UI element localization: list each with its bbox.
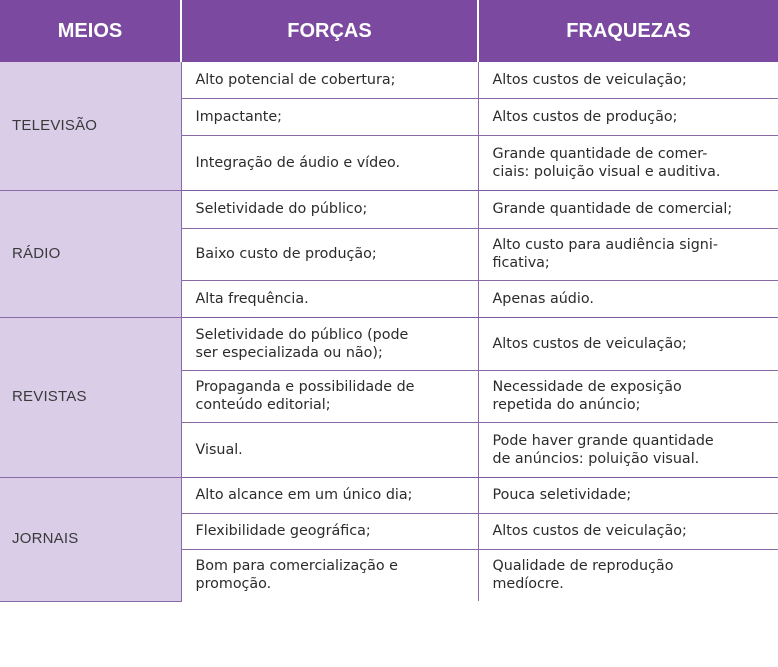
media-cell-televisao: TELEVISÃO: [0, 62, 181, 190]
strength-cell: Propaganda e possibilidade de conteúdo editorial;: [181, 370, 478, 422]
header-forcas: FORÇAS: [181, 0, 478, 62]
strength-cell: Seletividade do público (pode ser especializada ou não);: [181, 317, 478, 370]
weakness-cell: Pouca seletividade;: [478, 477, 778, 513]
strength-cell: Bom para comercialização e promoção.: [181, 549, 478, 601]
strength-cell: Flexibilidade geográfica;: [181, 513, 478, 549]
weakness-cell: Altos custos de produção;: [478, 98, 778, 135]
strength-cell: Alto potencial de cobertura;: [181, 62, 478, 98]
media-cell-jornais: JORNAIS: [0, 477, 181, 601]
strength-cell: Alta frequência.: [181, 280, 478, 317]
strength-cell: Baixo custo de produção;: [181, 228, 478, 280]
weakness-cell: Pode haver grande quantidade de anúncios: poluição visual.: [478, 422, 778, 477]
header-meios: MEIOS: [0, 0, 181, 62]
table-row: [0, 190, 778, 228]
weakness-cell: Grande quantidade de comercial;: [478, 190, 778, 228]
strength-cell: Alto alcance em um único dia;: [181, 477, 478, 513]
weakness-cell: Apenas aúdio.: [478, 280, 778, 317]
weakness-cell: Altos custos de veiculação;: [478, 513, 778, 549]
strength-cell: Impactante;: [181, 98, 478, 135]
weakness-cell: Grande quantidade de comer- ciais: poluição visual e auditiva.: [478, 135, 778, 190]
header-fraquezas: FRAQUEZAS: [478, 0, 778, 62]
strength-cell: Visual.: [181, 422, 478, 477]
table-row: [0, 62, 778, 98]
weakness-cell: Altos custos de veiculação;: [478, 62, 778, 98]
weakness-cell: Qualidade de reprodução medíocre.: [478, 549, 778, 601]
media-cell-radio: RÁDIO: [0, 190, 181, 317]
weakness-cell: Alto custo para audiência signi- ficativa;: [478, 228, 778, 280]
strength-cell: Seletividade do público;: [181, 190, 478, 228]
media-cell-revistas: REVISTAS: [0, 317, 181, 477]
table-row: [0, 477, 778, 513]
table-row: [0, 317, 778, 370]
weakness-cell: Necessidade de exposição repetida do anúncio;: [478, 370, 778, 422]
header-row: [0, 0, 778, 62]
weakness-cell: Altos custos de veiculação;: [478, 317, 778, 370]
strength-cell: Integração de áudio e vídeo.: [181, 135, 478, 190]
